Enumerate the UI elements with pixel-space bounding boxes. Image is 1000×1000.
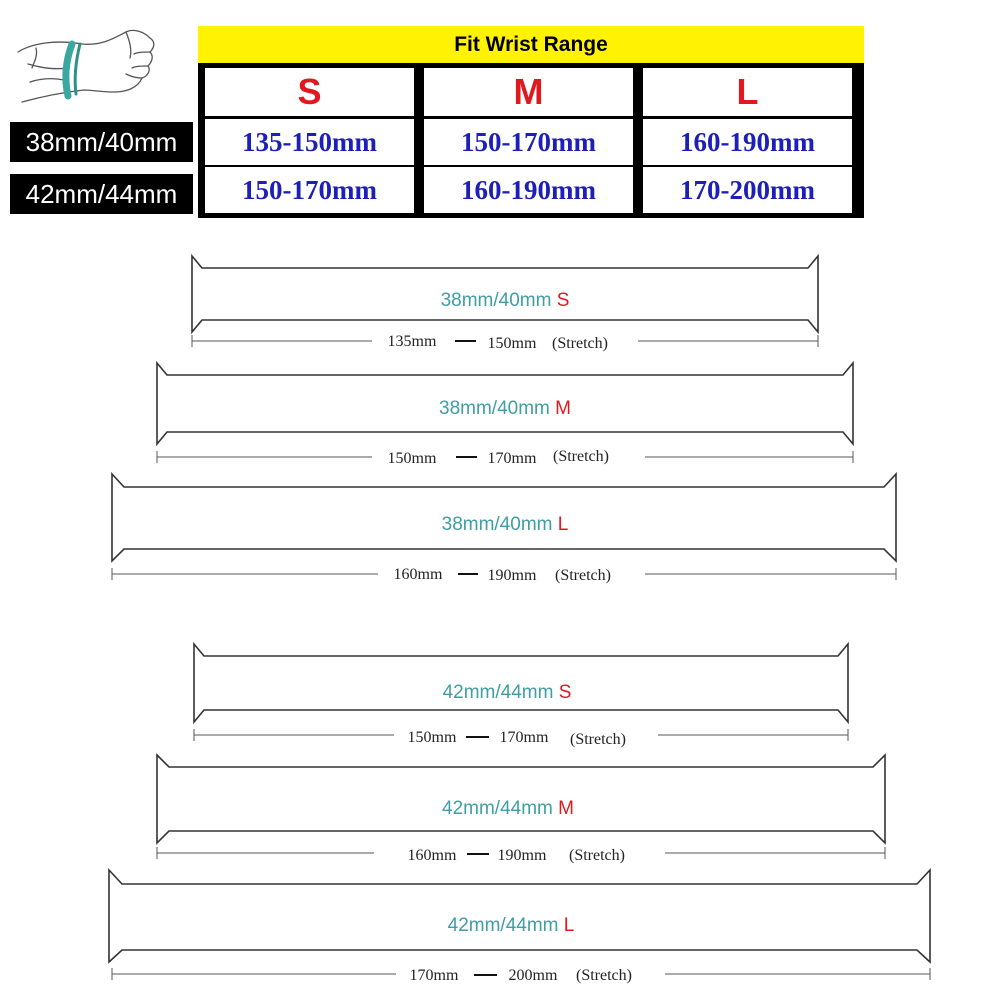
dim-stretch-38-40-m: (Stretch) <box>553 448 609 465</box>
fit-wrist-range-header: Fit Wrist Range <box>198 26 864 63</box>
dim-max-38-40-l: 190mm <box>487 567 537 584</box>
band-model: 42mm/44mm <box>442 798 553 819</box>
size-header-m: M <box>424 68 633 116</box>
dim-stretch-38-40-l: (Stretch) <box>555 567 611 584</box>
dim-min-42-44-m: 160mm <box>407 847 457 864</box>
range-38-40-l: 160-190mm <box>643 119 852 165</box>
dim-max-38-40-m: 170mm <box>487 450 537 467</box>
dim-min-38-40-l: 160mm <box>393 566 443 583</box>
band-model: 38mm/40mm <box>441 514 553 535</box>
dim-stretch-42-44-m: (Stretch) <box>569 847 625 864</box>
band-model: 38mm/40mm <box>439 398 550 419</box>
range-42-44-m: 160-190mm <box>424 167 633 213</box>
band-label-42-44-s <box>443 682 572 703</box>
band-label-38-40-l <box>442 514 569 535</box>
dim-stretch-42-44-s: (Stretch) <box>570 731 626 748</box>
dim-min-42-44-l: 170mm <box>409 967 459 984</box>
dim-max-42-44-m: 190mm <box>497 847 547 864</box>
dim-stretch-42-44-l: (Stretch) <box>576 967 632 984</box>
band-label-42-44-m <box>442 798 574 819</box>
range-38-40-s: 135-150mm <box>205 119 414 165</box>
band-model: 38mm/40mm <box>440 290 552 311</box>
band-model: 42mm/44mm <box>442 682 554 703</box>
band-size: S <box>558 682 572 703</box>
band-label-42-44-l <box>448 915 575 936</box>
band-size: L <box>563 915 575 936</box>
range-38-40-m: 150-170mm <box>424 119 633 165</box>
band-label-38-40-s <box>441 290 570 311</box>
band-size: L <box>557 514 569 535</box>
dim-max-42-44-s: 170mm <box>499 729 549 746</box>
band-size: M <box>555 398 571 419</box>
dim-stretch-38-40-s: (Stretch) <box>552 335 608 352</box>
dim-min-38-40-m: 150mm <box>387 450 437 467</box>
band-size: S <box>556 290 570 311</box>
size-header-s: S <box>205 68 414 116</box>
range-42-44-l: 170-200mm <box>643 167 852 213</box>
dim-min-38-40-s: 135mm <box>387 333 437 350</box>
band-size: M <box>558 798 574 819</box>
dim-max-38-40-s: 150mm <box>487 335 537 352</box>
dim-min-42-44-s: 150mm <box>407 729 457 746</box>
case-label-38-40: 38mm/40mm <box>10 122 193 162</box>
case-label-42-44: 42mm/44mm <box>10 174 193 214</box>
dim-max-42-44-l: 200mm <box>508 967 558 984</box>
range-42-44-s: 150-170mm <box>205 167 414 213</box>
band-model: 42mm/44mm <box>447 915 559 936</box>
band-label-38-40-m <box>439 398 571 419</box>
size-header-l: L <box>643 68 852 116</box>
